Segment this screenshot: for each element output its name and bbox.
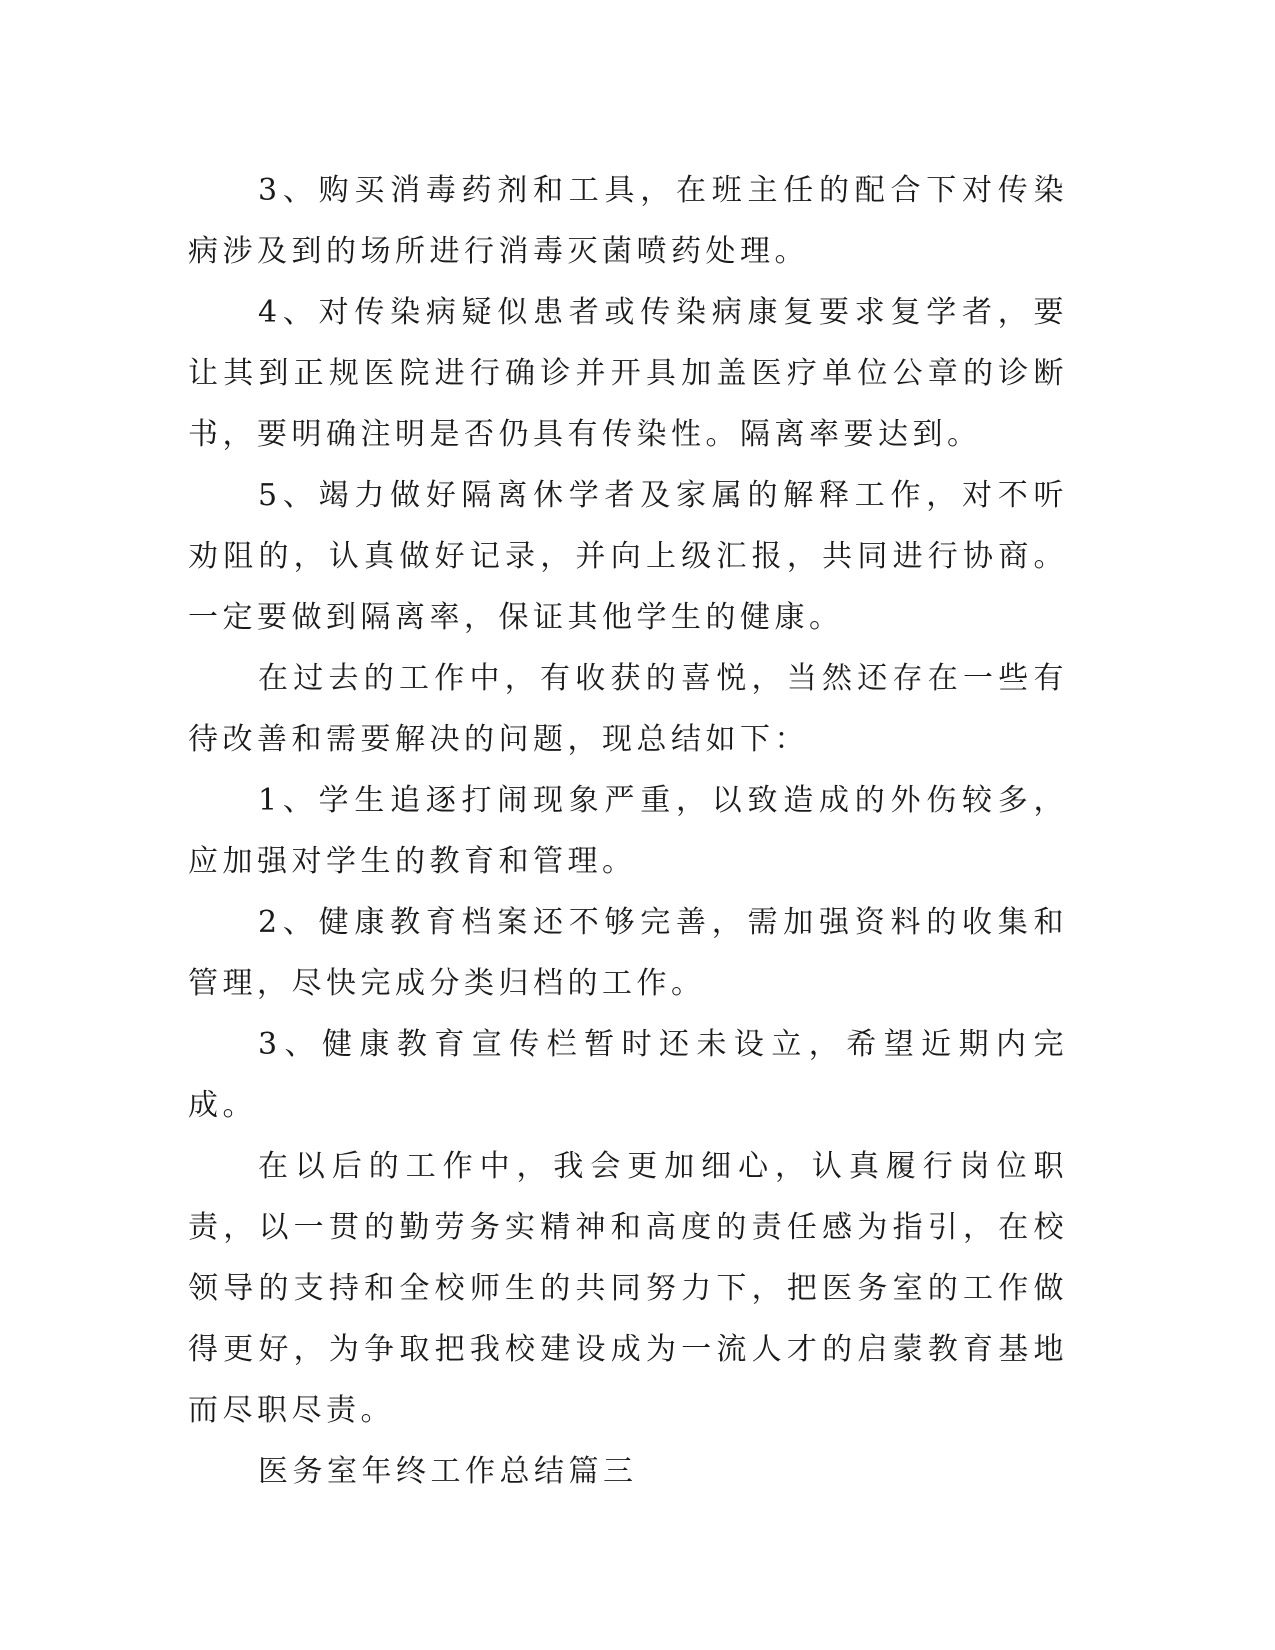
section-heading: 医务室年终工作总结篇三 — [258, 1454, 638, 1489]
paragraph-future-work: 在以后的工作中，我会更加细心，认真履行岗位职责，以一贯的勤劳务实精神和高度的责任感为指引，在校领导的支持和全校师生的共同努力下，把医务室的工作做得更好，为争取把我校建设成为一流人才的启蒙教育基地而尽职尽责。 — [188, 1149, 1068, 1428]
document-body — [188, 160, 1068, 1502]
paragraph-item-3-disinfection: 3、购买消毒药剂和工具，在班主任的配合下对传染病涉及到的场所进行消毒灭菌喷药处理。 — [188, 173, 1068, 269]
paragraph-item-4-diagnosis: 4、对传染病疑似患者或传染病康复要求复学者，要让其到正规医院进行确诊并开具加盖医疗单位公章的诊断书，要明确注明是否仍具有传染性。隔离率要达到。 — [188, 295, 1068, 452]
paragraph-problem-3: 3、健康教育宣传栏暂时还未设立，希望近期内完成。 — [188, 1027, 1068, 1123]
paragraph-problem-1: 1、学生追逐打闹现象严重，以致造成的外伤较多，应加强对学生的教育和管理。 — [188, 783, 1068, 879]
paragraph-problems-intro: 在过去的工作中，有收获的喜悦，当然还存在一些有待改善和需要解决的问题，现总结如下： — [188, 661, 1068, 757]
paragraph-problem-2: 2、健康教育档案还不够完善，需加强资料的收集和管理，尽快完成分类归档的工作。 — [188, 905, 1068, 1001]
paragraph-item-5-explanation: 5、竭力做好隔离休学者及家属的解释工作，对不听劝阻的，认真做好记录，并向上级汇报，共同进行协商。一定要做到隔离率，保证其他学生的健康。 — [188, 478, 1068, 635]
